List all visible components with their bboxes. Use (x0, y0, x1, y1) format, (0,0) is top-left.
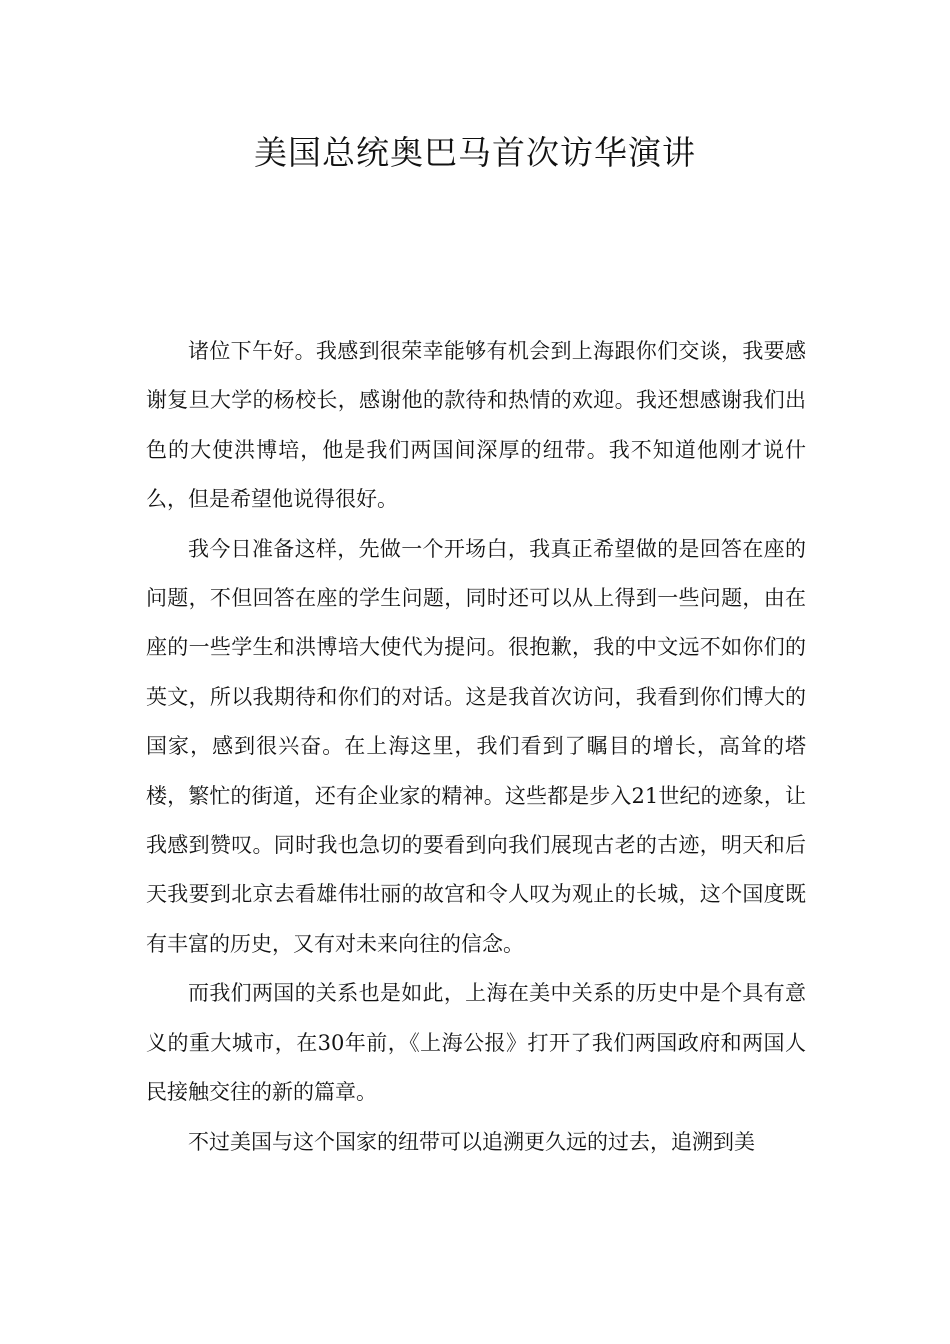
document-title: 美国总统奥巴马首次访华演讲 (254, 133, 696, 172)
paragraph-1: 诸位下午好。我感到很荣幸能够有机会到上海跟你们交谈，我要感谢复旦大学的杨校长，感谢他的款待和热情的欢迎。我还想感谢我们出色的大使洪博培，他是我们两国间深厚的纽带。我不知道他刚才说什么，但是希望他说得很好。 (146, 339, 806, 512)
paragraph-3: 而我们两国的关系也是如此，上海在美中关系的历史中是个具有意义的重大城市，在30年前，《上海公报》打开了我们两国政府和两国人民接触交往的新的篇章。 (146, 981, 806, 1105)
paragraph-4: 不过美国与这个国家的纽带可以追溯更久远的过去，追溯到美 (188, 1129, 755, 1154)
paragraph-2: 我今日准备这样，先做一个开场白，我真正希望做的是回答在座的问题，不但回答在座的学生问题，同时还可以从上得到一些问题，由在座的一些学生和洪博培大使代为提问。很抱歉，我的中文远不如你们的英文，所以我期待和你们的对话。这是我首次访问，我看到你们博大的国家，感到很兴奋。在上海这里，我们看到了瞩目的增长，高耸的塔楼，繁忙的街道，还有企业家的精神。这些都是步入21世纪的迹象，让我感到赞叹。同时我也急切的要看到向我们展现古老的古迹，明天和后天我要到北京去看雄伟壮丽的故宫和令人叹为观止的长城，这个国度既有丰富的历史，又有对未来向往的信念。 (146, 536, 806, 956)
document-body (146, 327, 806, 1167)
